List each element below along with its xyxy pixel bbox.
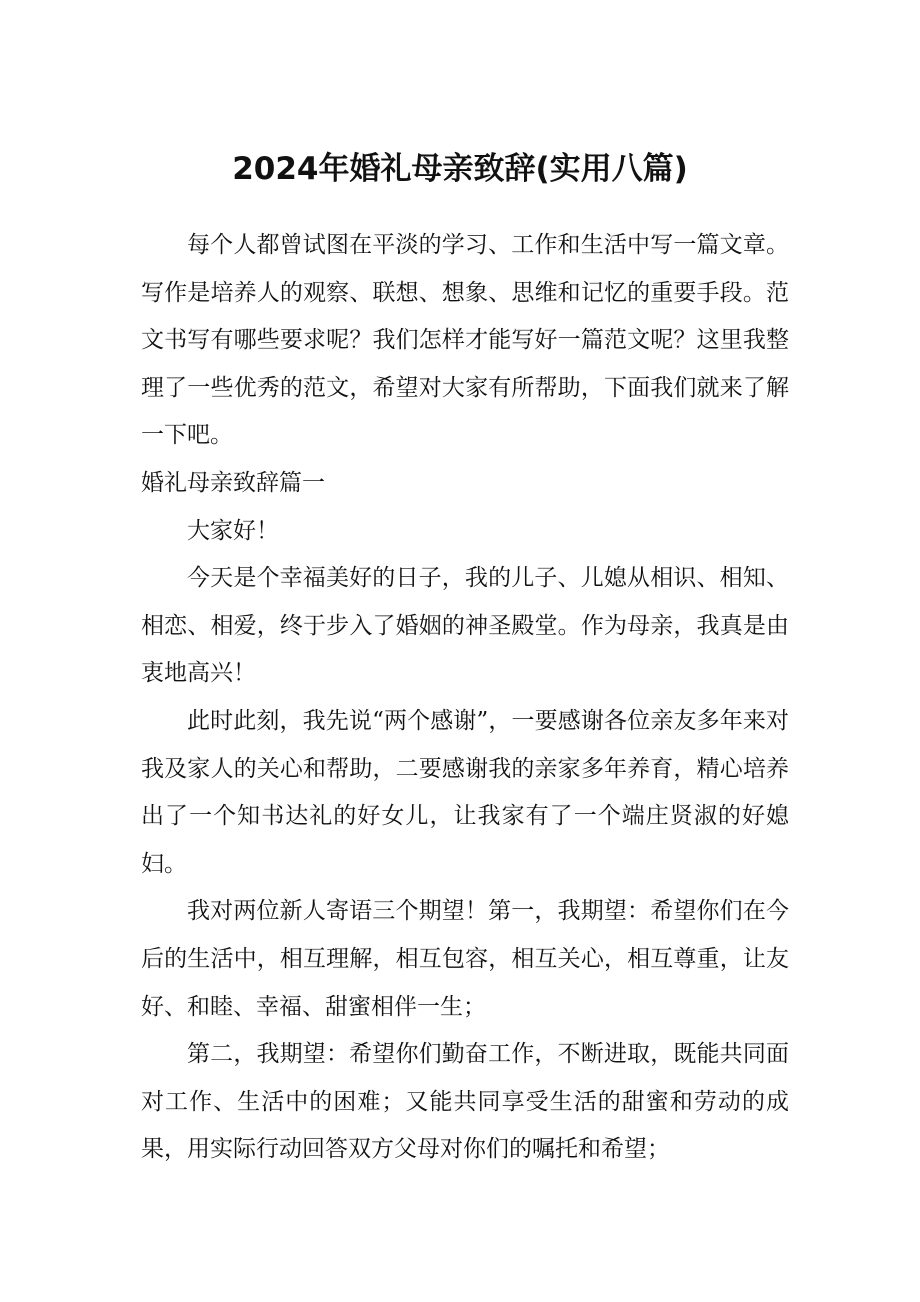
body-paragraph: 今天是个幸福美好的日子，我的儿子、儿媳从相识、相知、相恋、相爱，终于步入了婚姻的神圣殿堂。作为母亲，我真是由衷地高兴！ [141,565,789,687]
intro-paragraph: 每个人都曾试图在平淡的学习、工作和生活中写一篇文章。写作是培养人的观察、联想、想象、思维和记忆的重要手段。范文书写有哪些要求呢？我们怎样才能写好一篇范文呢？这里我整理了一些优秀的范文，希望对大家有所帮助，下面我们就来了解一下吧。 [141,232,789,449]
document-body [141,222,789,1174]
section-heading: 婚礼母亲致辞篇一 [141,469,325,496]
body-paragraph: 第二，我期望：希望你们勤奋工作，不断进取，既能共同面对工作、生活中的困难；又能共同享受生活的甜蜜和劳动的成果，用实际行动回答双方父母对你们的嘱托和希望； [141,1041,789,1163]
greeting-paragraph: 大家好！ [187,517,279,544]
body-paragraph: 此时此刻，我先说“两个感谢”，一要感谢各位亲友多年来对我及家人的关心和帮助，二要感谢我的亲家多年养育，精心培养出了一个知书达礼的好女儿，让我家有了一个端庄贤淑的好媳妇。 [141,707,789,877]
document-title: 2024年婚礼母亲致辞(实用八篇) [232,151,688,187]
body-paragraph: 我对两位新人寄语三个期望！第一，我期望：希望你们在今后的生活中，相互理解，相互包容，相互关心，相互尊重，让友好、和睦、幸福、甜蜜相伴一生； [141,898,789,1020]
